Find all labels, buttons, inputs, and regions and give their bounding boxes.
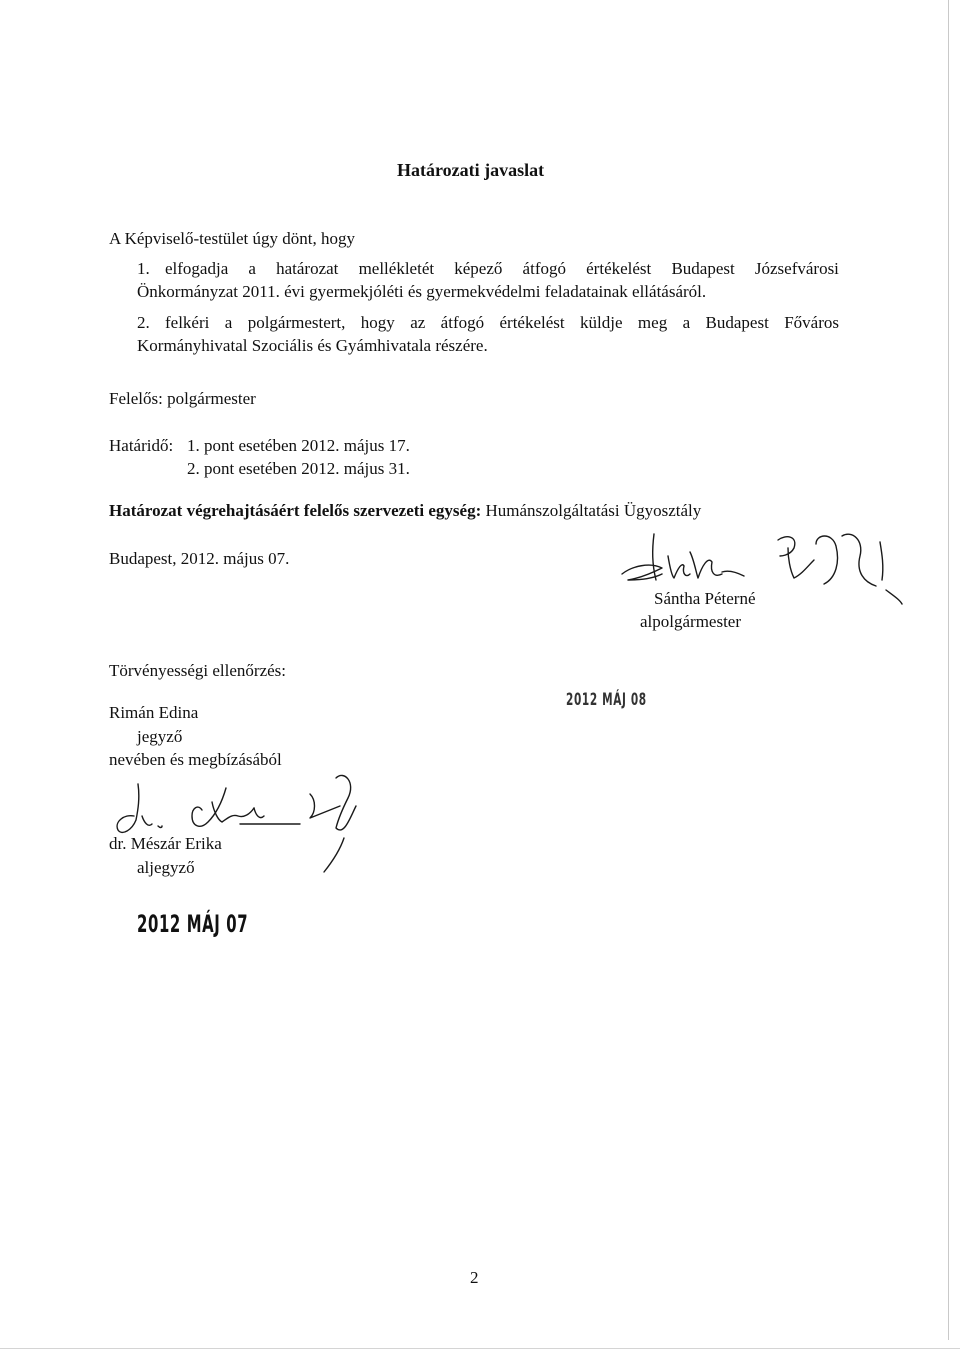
deadline-label: Határidő:	[109, 436, 174, 455]
date-stamp-left: 2012 MÁJ 07	[137, 910, 249, 938]
deadline-2: 2. pont esetében 2012. május 31.	[187, 459, 410, 478]
place-date: Budapest, 2012. május 07.	[109, 549, 290, 568]
responsible-unit-line	[109, 501, 701, 521]
document-title: Határozati javaslat	[397, 160, 545, 180]
deadline-1: 1. pont esetében 2012. május 17.	[187, 436, 410, 455]
deputy-notary-name: dr. Mészár Erika	[109, 834, 222, 853]
date-stamp-right: 2012 MÁJ 08	[566, 690, 647, 710]
notary-name: Rimán Edina	[109, 703, 199, 722]
item-1-number: 1.	[137, 259, 150, 278]
intro-text: A Képviselő-testület úgy dönt, hogy	[109, 229, 356, 248]
on-behalf-text: nevében és megbízásából	[109, 750, 282, 769]
item-1-line2: Önkormányzat 2011. évi gyermekjóléti és gyermekvédelmi feladatainak ellátásáról.	[137, 282, 707, 301]
responsible-line: Felelős: polgármester	[109, 389, 256, 408]
signer-title: alpolgármester	[640, 612, 742, 631]
legality-check-label: Törvényességi ellenőrzés:	[109, 661, 287, 680]
responsible-unit-value: Humánszolgáltatási Ügyosztály	[485, 501, 702, 520]
page-number: 2	[470, 1268, 479, 1287]
item-2-number: 2.	[137, 313, 150, 332]
responsible-unit-label: Határozat végrehajtásáért felelős szervezeti egység:	[109, 501, 482, 520]
deputy-notary-title: aljegyző	[137, 858, 195, 877]
page-edge-right	[948, 0, 949, 1340]
page-edge-bottom	[0, 1348, 960, 1349]
item-2-line2: Kormányhivatal Szociális és Gyámhivatala részére.	[137, 336, 488, 355]
item-2-line1: felkéri a polgármestert, hogy az átfogó értékelést küldje meg a Budapest Főváros	[165, 313, 839, 332]
signer-name: Sántha Péterné	[654, 589, 756, 608]
item-1-line1: elfogadja a határozat mellékletét képező átfogó értékelést Budapest Józsefvárosi	[165, 259, 839, 278]
notary-title: jegyző	[137, 727, 183, 746]
